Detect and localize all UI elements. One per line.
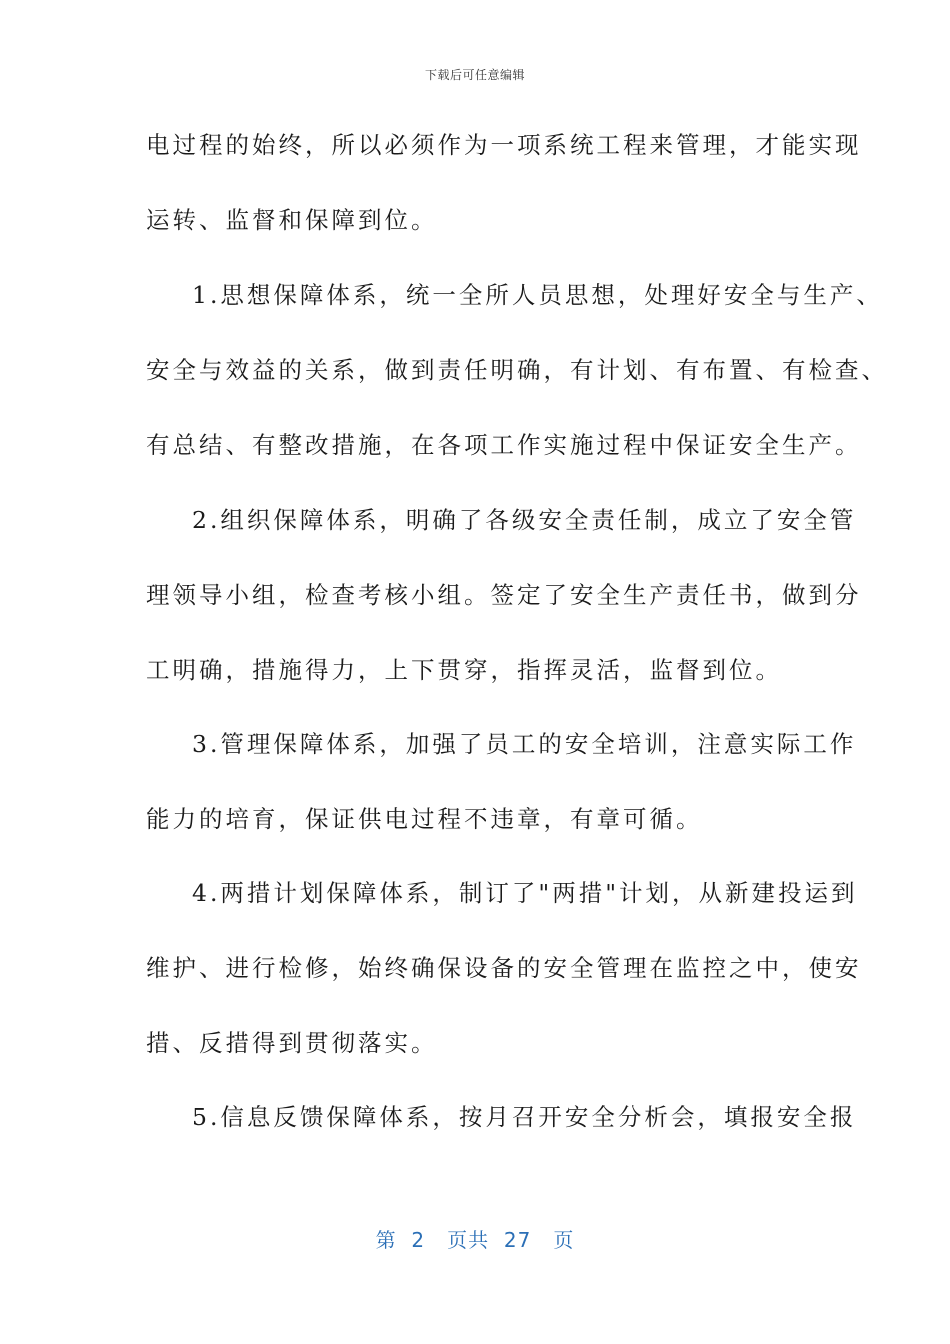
body-line-3: 1.思想保障体系，统一全所人员思想，处理好安全与生产、 — [192, 281, 883, 309]
body-line-9: 3.管理保障体系，加强了员工的安全培训，注意实际工作 — [192, 730, 857, 758]
body-line-2: 运转、监督和保障到位。 — [146, 206, 438, 234]
body-line-6: 2.组织保障体系，明确了各级安全责任制，成立了安全管 — [192, 506, 857, 534]
body-line-13: 措、反措得到贯彻落实。 — [146, 1029, 438, 1057]
body-line-14: 5.信息反馈保障体系，按月召开安全分析会，填报安全报 — [192, 1103, 857, 1131]
body-line-1: 电过程的始终，所以必须作为一项系统工程来管理，才能实现 — [146, 131, 862, 159]
page-header: 下载后可任意编辑 — [424, 68, 525, 82]
body-line-7: 理领导小组，检查考核小组。签定了安全生产责任书，做到分 — [146, 581, 862, 609]
page-footer: 第 2 页共 27 页 — [375, 1228, 575, 1252]
body-line-11: 4.两措计划保障体系，制订了"两措"计划，从新建投运到 — [192, 879, 858, 907]
body-line-12: 维护、进行检修，始终确保设备的安全管理在监控之中，使安 — [146, 954, 862, 982]
body-line-5: 有总结、有整改措施，在各项工作实施过程中保证安全生产。 — [146, 431, 862, 459]
body-line-10: 能力的培育，保证供电过程不违章，有章可循。 — [146, 805, 703, 833]
body-line-4: 安全与效益的关系，做到责任明确，有计划、有布置、有检查、 — [146, 356, 888, 384]
body-line-8: 工明确，措施得力，上下贯穿，指挥灵活，监督到位。 — [146, 656, 782, 684]
